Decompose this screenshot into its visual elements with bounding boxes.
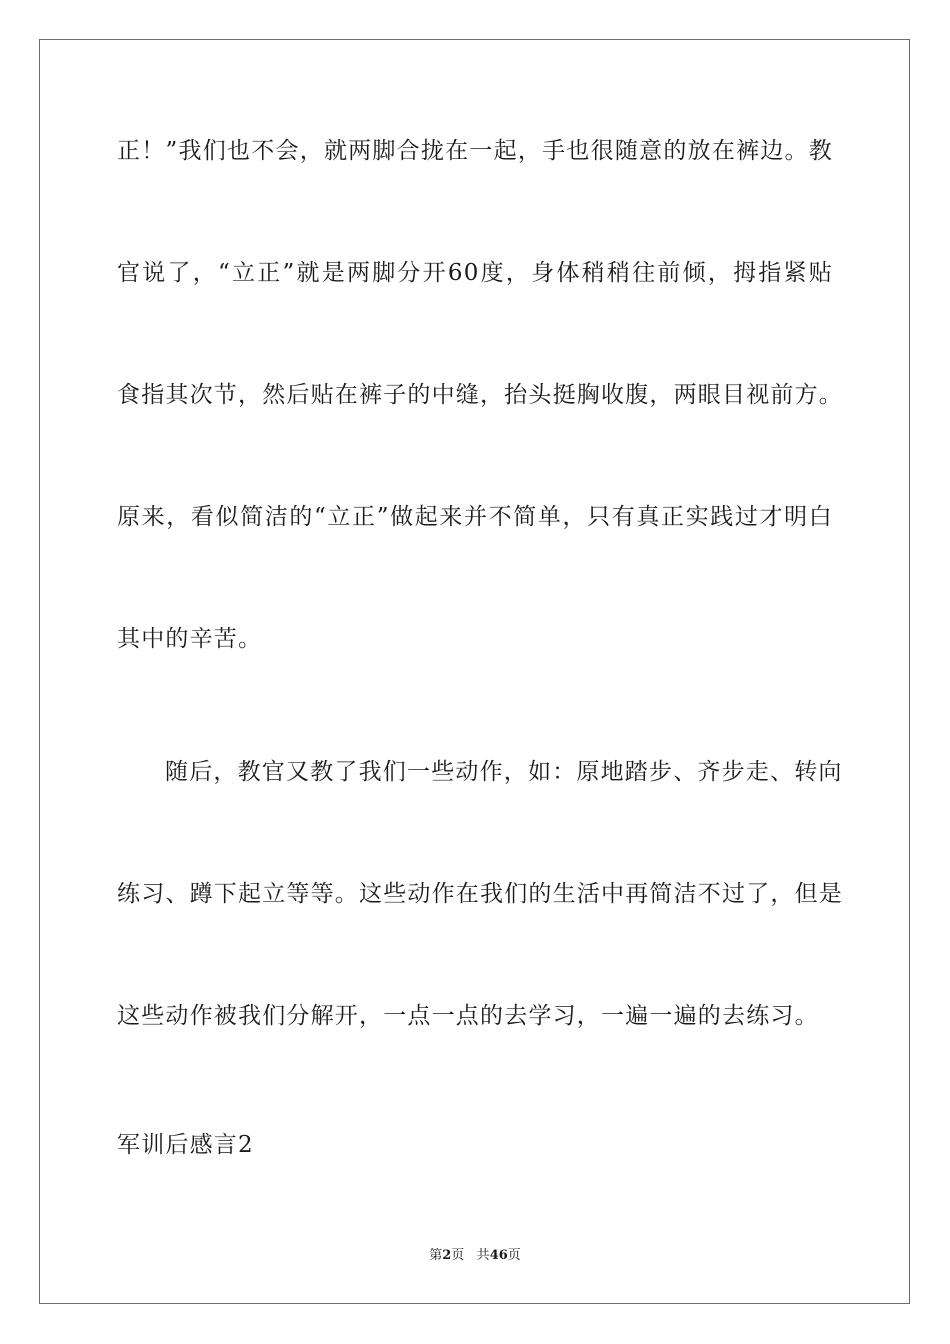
footer-page-suffix: 页 [451, 1248, 465, 1263]
footer-page-prefix: 第 [429, 1248, 443, 1263]
footer-page-number: 2 [442, 1248, 452, 1263]
page-footer [0, 1247, 950, 1265]
section-heading: 军训后感言2 [117, 1132, 254, 1158]
paragraph-line: 随后，教官又教了我们一些动作，如：原地踏步、齐步走、转向 [165, 759, 843, 785]
footer-total-suffix: 页 [507, 1248, 521, 1263]
footer-total-prefix: 共 [476, 1248, 490, 1263]
paragraph-line: 正！”我们也不会，就两脚合拢在一起，手也很随意的放在裤边。教 [117, 138, 833, 164]
paragraph-line: 这些动作被我们分解开，一点一点的去学习，一遍一遍的去练习。 [117, 1003, 819, 1029]
paragraph-line: 练习、蹲下起立等等。这些动作在我们的生活中再简洁不过了，但是 [117, 881, 843, 907]
paragraph-line: 官说了，“立正”就是两脚分开60度，身体稍稍往前倾，拇指紧贴 [117, 260, 833, 286]
page-border [39, 39, 910, 1304]
paragraph-line: 原来，看似简洁的“立正”做起来并不简单，只有真正实践过才明白 [117, 504, 833, 530]
paragraph-line: 食指其次节，然后贴在裤子的中缝，抬头挺胸收腹，两眼目视前方。 [117, 382, 843, 408]
paragraph-line: 其中的辛苦。 [117, 626, 263, 652]
footer-total-pages: 46 [489, 1248, 508, 1263]
